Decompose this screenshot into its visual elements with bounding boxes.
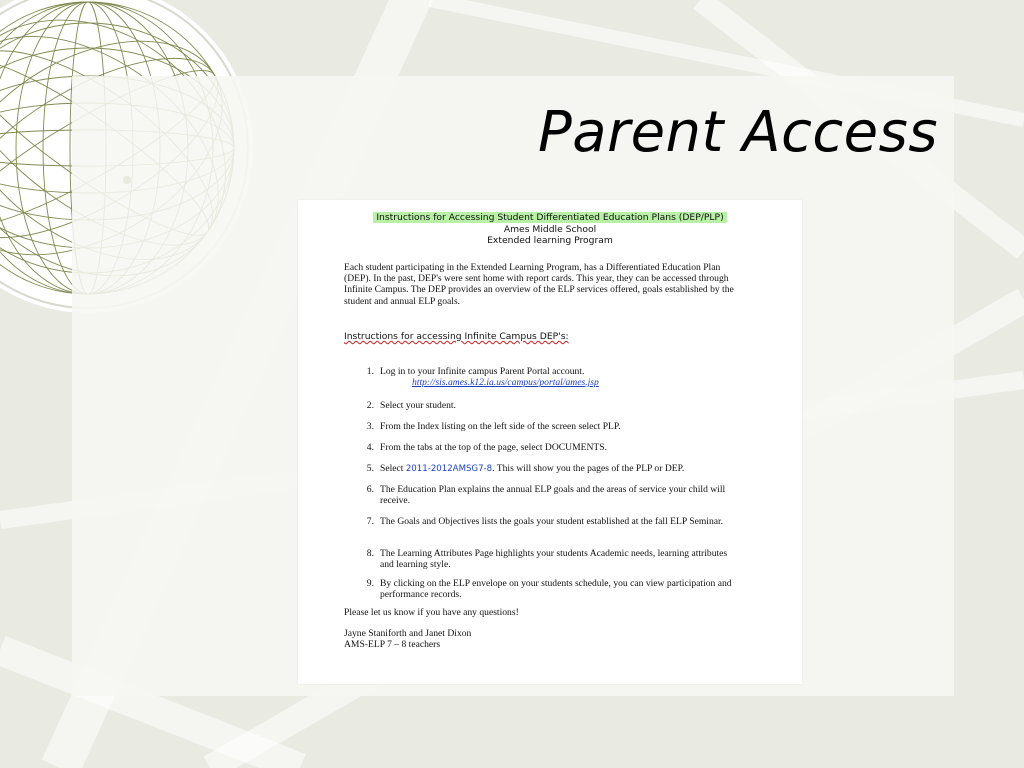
slide-title: Parent Access — [537, 100, 938, 165]
step-text: From the Index listing on the left side of the screen select PLP. — [380, 421, 621, 432]
step-text: The Learning Attributes Page highlights your students Academic needs, learning attributes and learning style. — [380, 548, 728, 571]
step-text: By clicking on the ELP envelope on your students schedule, you can view participation and performance records. — [380, 578, 732, 601]
document-header — [298, 212, 802, 247]
closing-line: Please let us know if you have any questions! — [344, 607, 519, 618]
step-text: The Goals and Objectives lists the goals your student established at the fall ELP Seminar. — [380, 516, 724, 527]
program-name: Extended learning Program — [487, 235, 613, 246]
school-name: Ames Middle School — [503, 223, 597, 235]
intro-paragraph: Each student participating in the Extended Learning Program, has a Differentiated Education Plan (DEP). In the past, DEP's were sent home with report cards. This year, they can be accessed through Infinite Campus. The DEP provides an overview of the ELP services offered, goals established by the student and annual ELP goals. — [344, 262, 734, 307]
document-body: Each student participating in the Extended Learning Program, has a Differentiated Education Plan (DEP). In the past, DEP's were sent home with report cards. This year, they can be accessed through Infinite Campus. The DEP provides an overview of the ELP services offered, goals established by the student and annual ELP goals. Instructions for accessing Infinite Campus DEP's: 1. Log in to your Infinite campus Parent Portal account. http://sis.ames.k12.ia.us/campus/portal/ames.jsp 2. Select your student. 3. From the Index listing on the left side of the screen select PLP. 4. From the tabs at the top of the page, select DOCUMENTS. 5. Select 2011-2012AMSG7-8. This will show you the pages of the PLP or DEP. 6. The Education Plan explains the annual ELP goals and the areas of service your child will receive. 7. The Goals and Objectives lists the goals your student established at the fall ELP Seminar. 8. The Learning Attributes Page highlights your students Academic needs, learning attributes and learning style. 9. By clicking on the ELP envelope on your students schedule, you can view participation and performance records. Please let us know if you have any questions! Jayne Staniforth and Janet Dixon AMS-ELP 7 – 8 teachers — [344, 262, 742, 307]
step-text: Select your student. — [380, 400, 456, 411]
step-text: Select — [380, 463, 406, 474]
signature: Jayne Staniforth and Janet Dixon — [344, 628, 472, 639]
document-heading: Instructions for Accessing Student Differentiated Education Plans (DEP/PLP) — [373, 212, 726, 223]
step-text: From the tabs at the top of the page, select DOCUMENTS. — [380, 442, 608, 453]
document-code-link[interactable]: 2011-2012AMSG7-8 — [405, 464, 493, 474]
step-text: The Education Plan explains the annual ELP goals and the areas of service your child will receive. — [380, 484, 726, 507]
step-text: Log in to your Infinite campus Parent Portal account. — [380, 366, 585, 377]
instructions-subheading: Instructions for accessing Infinite Campus DEP's: — [344, 331, 569, 342]
document-image — [298, 200, 802, 684]
signature-role: AMS-ELP 7 – 8 teachers — [344, 639, 441, 650]
portal-link[interactable]: http://sis.ames.k12.ia.us/campus/portal/ames.jsp — [412, 377, 599, 389]
step-text: . This will show you the pages of the PLP or DEP. — [492, 463, 685, 474]
